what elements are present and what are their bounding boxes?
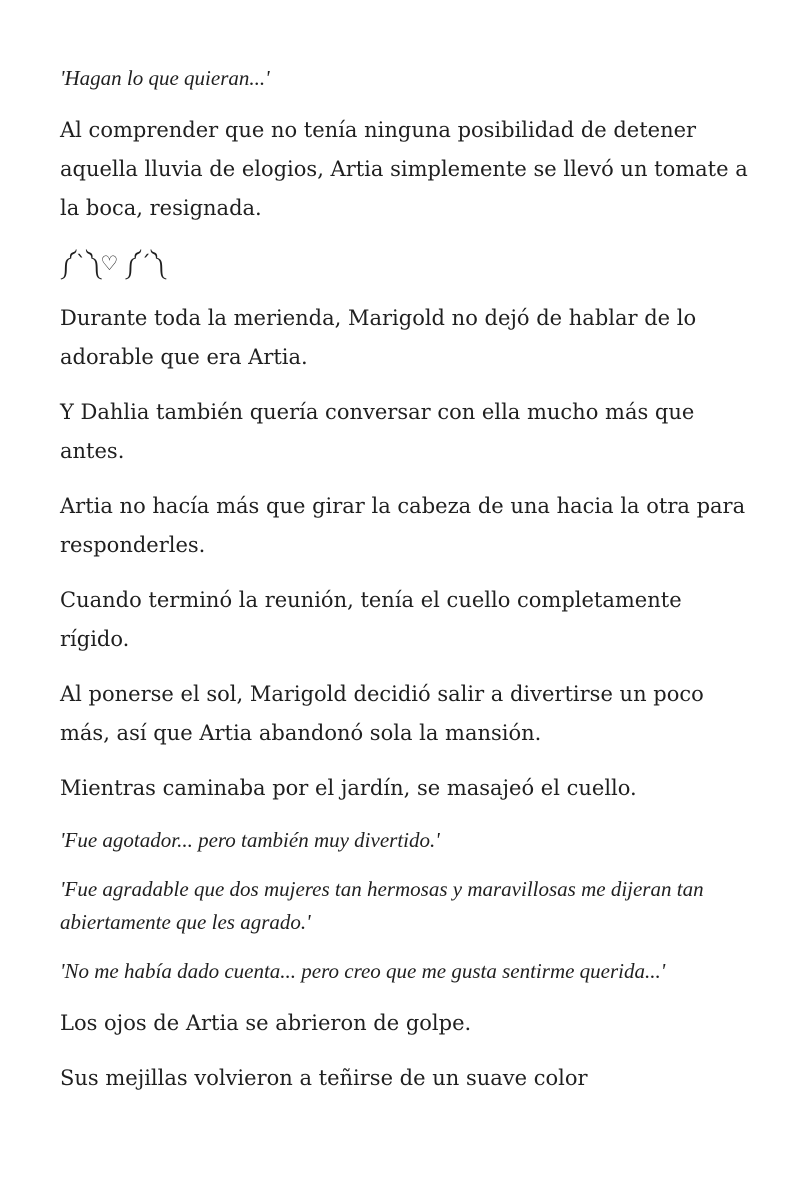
narration-paragraph: Al ponerse el sol, Marigold decidió salir a divertirse un poco más, así que Artia abandonó sola la mansión. bbox=[60, 682, 704, 745]
thought-line: 'Fue agradable que dos mujeres tan hermosas y maravillosas me dijeran tan abiertamente que les agrado.' bbox=[60, 877, 704, 934]
thought-line: 'Fue agotador... pero también muy divertido.' bbox=[60, 828, 440, 852]
narration-paragraph: Mientras caminaba por el jardín, se masajeó el cuello. bbox=[60, 776, 637, 800]
narration-paragraph: Artia no hacía más que girar la cabeza de una hacia la otra para responderles. bbox=[60, 494, 746, 557]
narration-paragraph: Sus mejillas volvieron a teñirse de un suave color bbox=[60, 1066, 588, 1090]
section-divider: ༼`༽♡ ༼´༽ bbox=[60, 251, 165, 275]
thought-line: 'No me había dado cuenta... pero creo que me gusta sentirme querida...' bbox=[60, 959, 666, 983]
narration-paragraph: Al comprender que no tenía ninguna posibilidad de detener aquella lluvia de elogios, Artia simplemente se llevó un tomate a la boca, resignada. bbox=[60, 118, 748, 220]
narration-paragraph: Los ojos de Artia se abrieron de golpe. bbox=[60, 1011, 472, 1035]
narration-paragraph: Cuando terminó la reunión, tenía el cuello completamente rígido. bbox=[60, 588, 682, 651]
thought-line: 'Hagan lo que quieran...' bbox=[60, 66, 270, 90]
narration-paragraph: Y Dahlia también quería conversar con ella mucho más que antes. bbox=[60, 400, 695, 463]
narration-paragraph: Durante toda la merienda, Marigold no dejó de hablar de lo adorable que era Artia. bbox=[60, 306, 697, 369]
chapter-text bbox=[60, 62, 750, 1114]
